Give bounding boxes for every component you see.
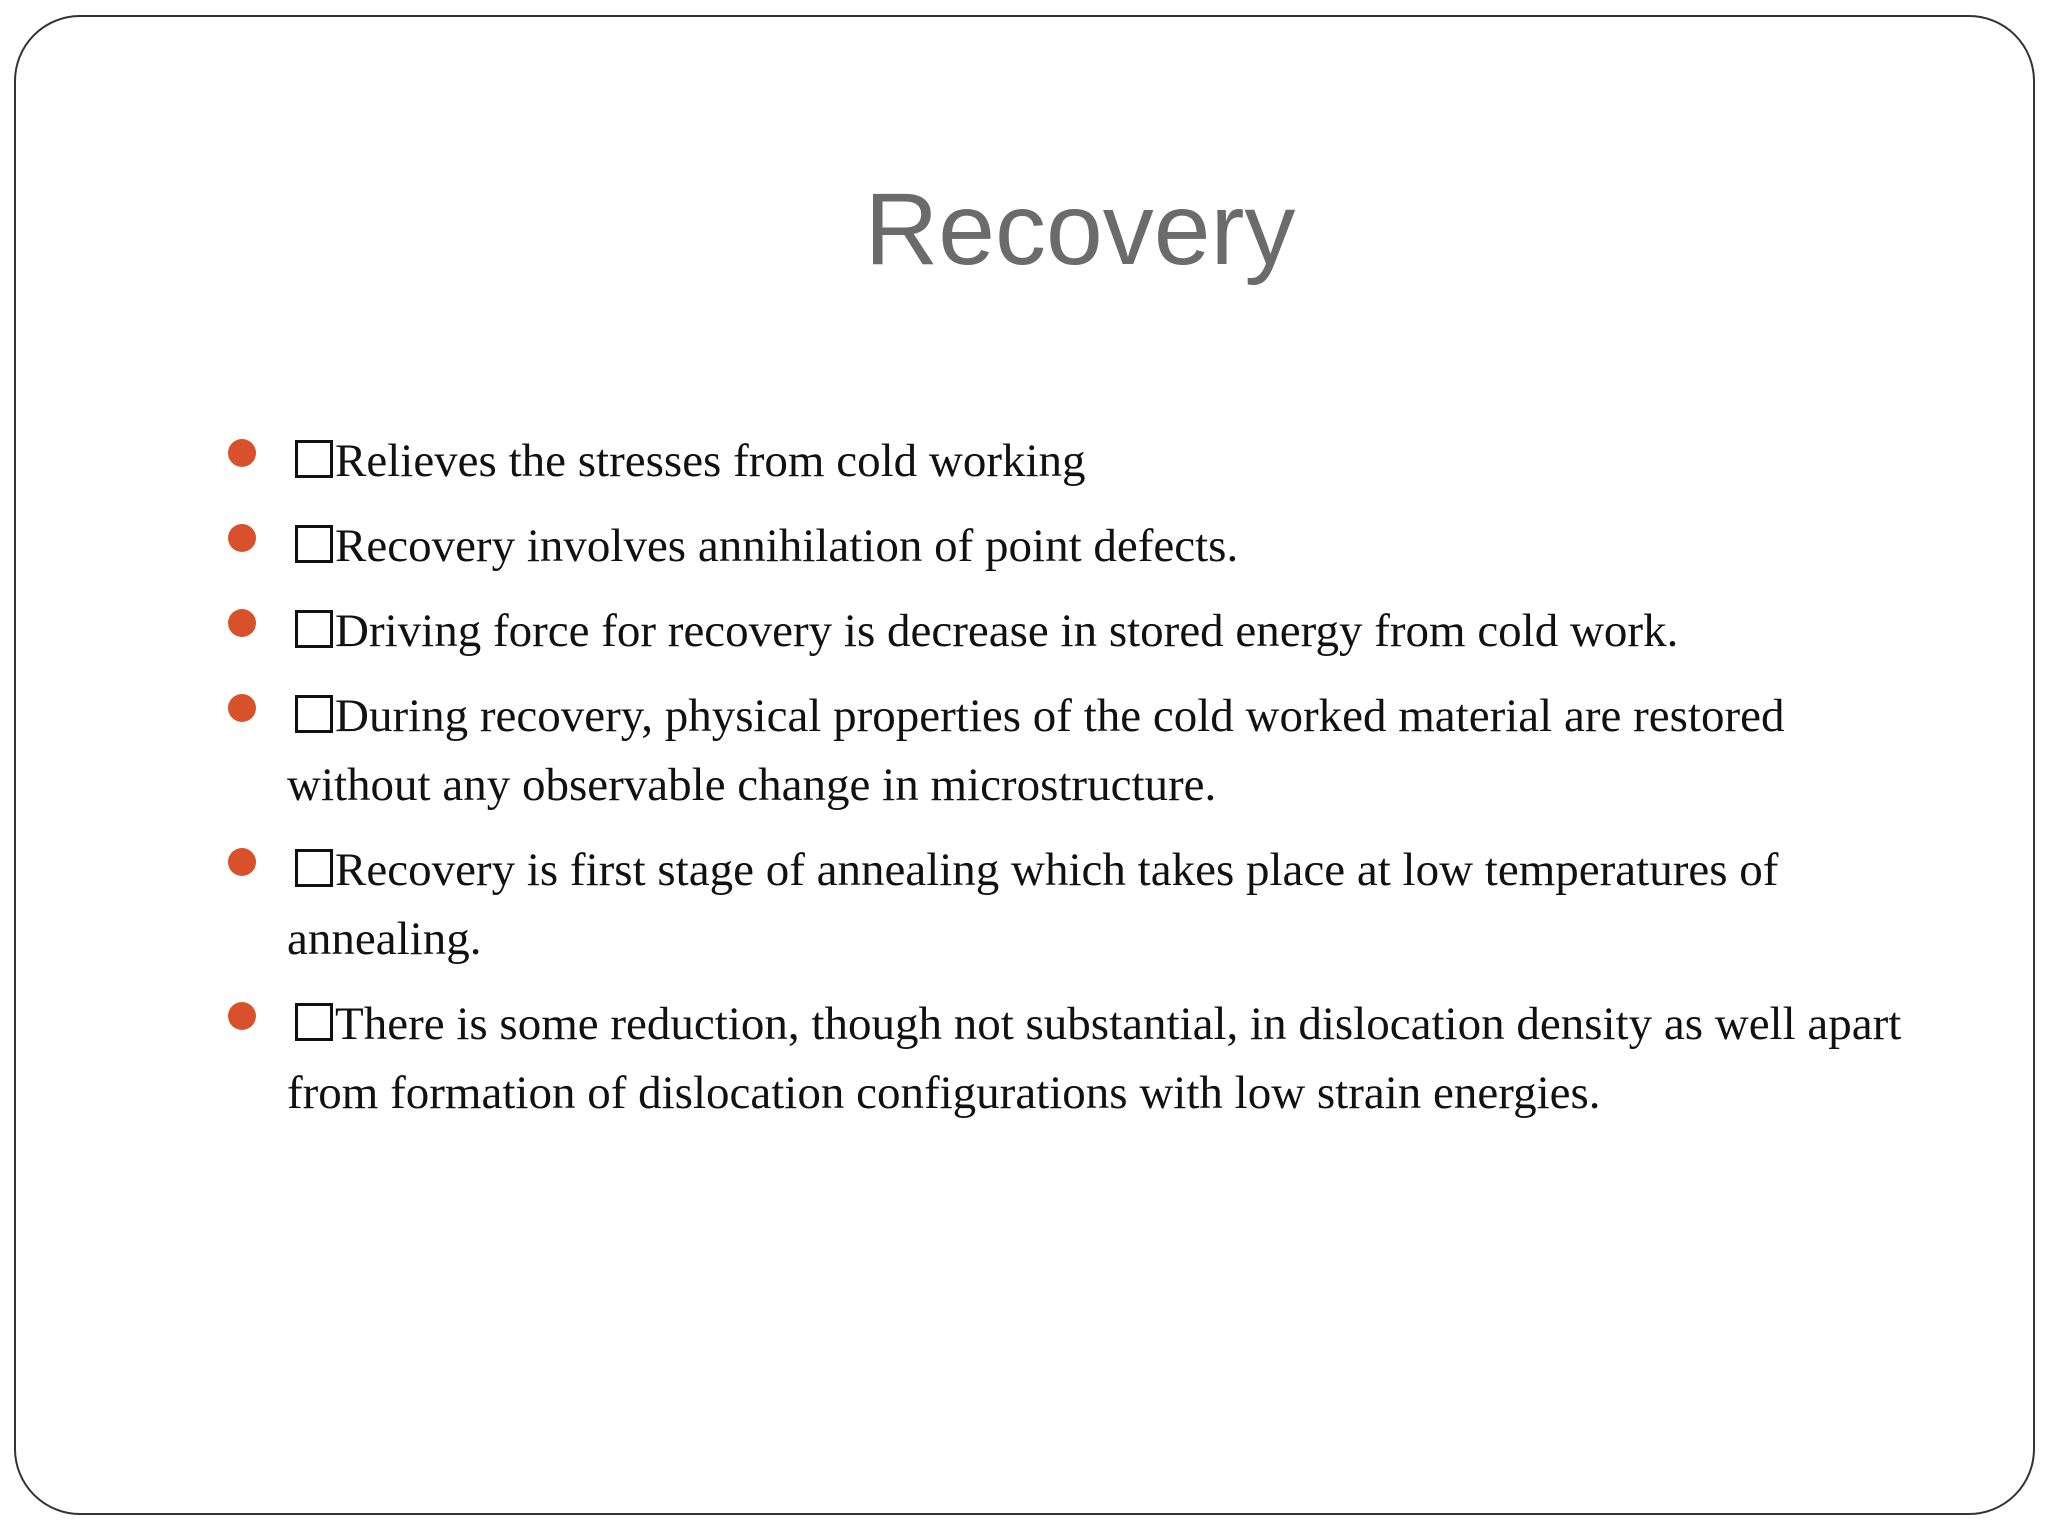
slide-title: Recovery [864, 172, 1296, 286]
bullet-text: There is some reduction, though not substantial, in dislocation density as well apart from formation of dislocation configurations with low strain energies. [287, 998, 1902, 1119]
bullet-item [287, 836, 1927, 974]
checkbox-glyph-icon [295, 440, 333, 478]
bullet-item [287, 990, 1927, 1128]
checkbox-glyph-icon [295, 525, 333, 563]
bullet-text: Driving force for recovery is decrease in stored energy from cold work. [335, 605, 1679, 657]
bullet-text: Recovery is first stage of annealing which takes place at low temperatures of annealing. [287, 844, 1779, 965]
bullet-text: Recovery involves annihilation of point defects. [335, 520, 1239, 572]
bullet-dot-icon [228, 848, 256, 876]
bullet-dot-icon [228, 524, 256, 552]
bullet-item [287, 597, 1927, 666]
bullet-dot-icon [228, 439, 256, 467]
checkbox-glyph-icon [295, 610, 333, 648]
bullet-dot-icon [228, 1002, 256, 1030]
bullet-text: Relieves the stresses from cold working [335, 435, 1086, 487]
checkbox-glyph-icon [295, 1003, 333, 1041]
bullet-item [287, 512, 1927, 581]
checkbox-glyph-icon [295, 695, 333, 733]
bullet-dot-icon [228, 609, 256, 637]
bullet-dot-icon [228, 694, 256, 722]
bullet-item [287, 682, 1927, 820]
bullet-item [287, 427, 1927, 496]
checkbox-glyph-icon [295, 849, 333, 887]
bullet-text: During recovery, physical properties of the cold worked material are restored without any observable change in microstructure. [287, 690, 1785, 811]
bullet-list [287, 427, 1927, 1144]
